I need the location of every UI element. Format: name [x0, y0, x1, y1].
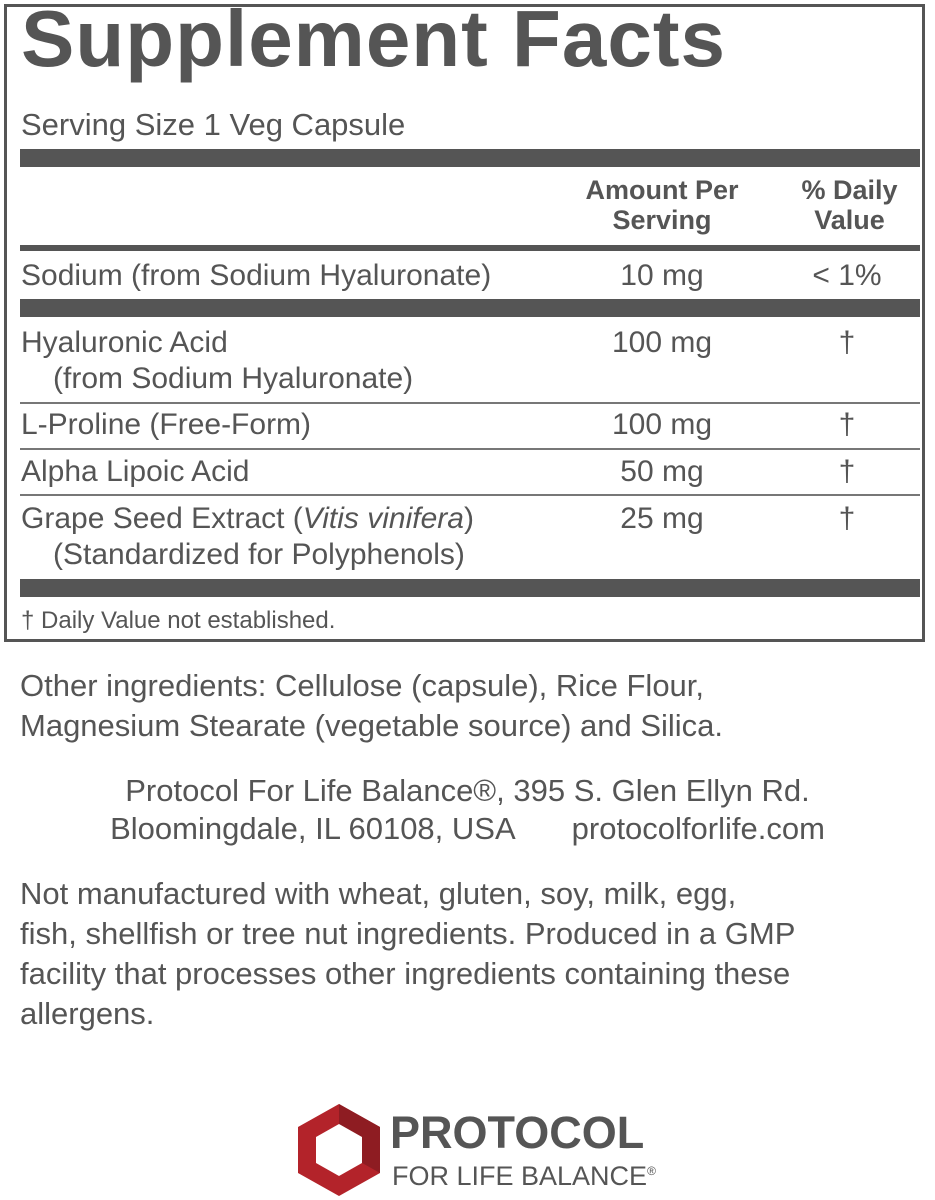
panel-title: Supplement Facts	[21, 0, 727, 83]
row-lipoic-amount: 50 mg	[620, 455, 704, 488]
website-link[interactable]: protocolforlife.com	[571, 811, 825, 846]
protocol-logo	[296, 1102, 656, 1198]
row-divider	[20, 494, 920, 496]
header-divider	[20, 245, 920, 251]
serving-size: Serving Size 1 Veg Capsule	[21, 107, 406, 142]
thick-divider	[20, 299, 920, 317]
supplement-facts-panel	[4, 0, 925, 642]
brand-tagline: FOR LIFE BALANCE®	[392, 1161, 656, 1191]
thick-divider	[20, 579, 920, 597]
row-hyaluronic-name: Hyaluronic Acid (from Sodium Hyaluronate)	[21, 326, 414, 395]
hexagon-logo-icon	[296, 1102, 382, 1198]
address-line-1: Protocol For Life Balance®, 395 S. Glen Ellyn Rd.	[125, 773, 810, 808]
row-hyaluronic-amount: 100 mg	[611, 326, 713, 359]
row-grapeseed-dv: †	[838, 502, 856, 535]
row-proline-name: L-Proline (Free-Form)	[21, 408, 312, 441]
row-sodium-amount: 10 mg	[620, 259, 704, 292]
brand-name: PROTOCOL	[390, 1107, 645, 1158]
row-divider	[20, 402, 920, 404]
row-sodium-name: Sodium (from Sodium Hyaluronate)	[21, 259, 492, 292]
address-line-2: Bloomingdale, IL 60108, USA protocolforlife.com	[110, 811, 825, 846]
row-lipoic-dv: †	[838, 455, 856, 488]
row-divider	[20, 448, 920, 450]
amount-per-serving-header: Amount Per Serving	[585, 175, 739, 235]
row-proline-dv: †	[838, 408, 856, 441]
footnote: † Daily Value not established.	[21, 607, 336, 634]
row-sodium-dv: < 1%	[812, 259, 882, 292]
row-lipoic-name: Alpha Lipoic Acid	[21, 455, 250, 488]
thick-divider	[20, 149, 920, 167]
row-hyaluronic-dv: †	[838, 326, 856, 359]
daily-value-header: % Daily Value	[801, 175, 898, 235]
other-ingredients: Other ingredients: Cellulose (capsule), Rice Flour, Magnesium Stearate (vegetable source) and Silica.	[20, 668, 724, 743]
row-grapeseed-amount: 25 mg	[620, 502, 704, 535]
allergen-statement: Not manufactured with wheat, gluten, soy, milk, egg, fish, shellfish or tree nut ingredients. Produced in a GMP facility that processes other ingredients containing these allergens.	[20, 876, 796, 1031]
row-proline-amount: 100 mg	[611, 408, 713, 441]
row-grapeseed-name: Grape Seed Extract (Vitis vinifera) (Standardized for Polyphenols)	[21, 502, 474, 571]
